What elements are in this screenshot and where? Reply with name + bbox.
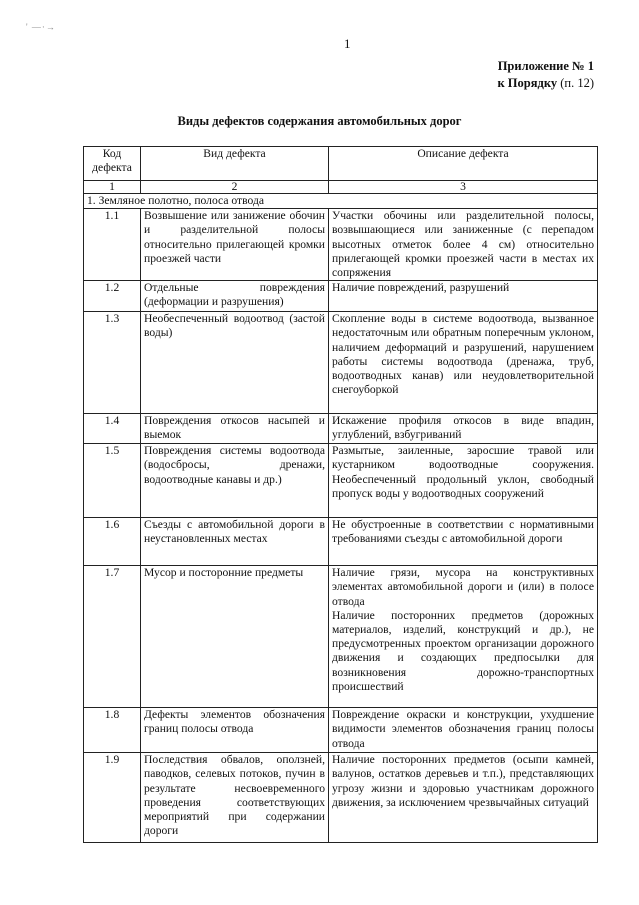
table-row <box>84 281 598 312</box>
column-number: 2 <box>141 181 329 194</box>
defect-description: Скопление воды в системе водоотвода, вызванное недостаточным или обратным поперечным уклоном, наличием деформаций и разрушений, нарушением работы системы водоотвода (дренажа, труб, водоотводных канав) или неудовлетворительной снегоуборкой <box>329 312 598 414</box>
corner-scan-mark: ' —·→ <box>26 22 56 32</box>
document-title: Виды дефектов содержания автомобильных дорог <box>177 114 462 128</box>
column-number: 1 <box>84 181 141 194</box>
defect-code: 1.9 <box>84 753 141 843</box>
defect-name: Мусор и посторонние предметы <box>141 566 329 708</box>
defect-code: 1.1 <box>84 209 141 281</box>
defect-description-extra: Наличие посторонних предметов (дорожных материалов, изделий, конструкций и др.), не предусмотренных проектом организации дорожного движения и создающих предпосылки для возникновения дорожно-транспортных происшествий <box>332 608 594 693</box>
table-row <box>84 414 598 444</box>
header-description: Описание дефекта <box>329 147 598 181</box>
defect-description: Размытые, заиленные, заросшие травой или кустарником водоотводные сооружения. Необеспеченный продольный уклон, свободный пропуск воды у водоотводных сооружений <box>329 444 598 518</box>
defect-description: Не обустроенные в соответствии с нормативными требованиями съезды с автомобильной дороги <box>329 518 598 566</box>
defect-code: 1.2 <box>84 281 141 312</box>
defect-name: Повреждения откосов насыпей и выемок <box>141 414 329 444</box>
defect-code: 1.7 <box>84 566 141 708</box>
page-number: 1 <box>344 36 351 51</box>
defect-description: Наличие повреждений, разрушений <box>329 281 598 312</box>
defect-description: Повреждение окраски и конструкции, ухудшение видимости элементов обозначения границ полосы отвода <box>329 708 598 753</box>
defect-name: Отдельные повреждения (деформации и разрушения) <box>141 281 329 312</box>
table-row <box>84 444 598 518</box>
table-row <box>84 566 598 708</box>
defect-code: 1.4 <box>84 414 141 444</box>
defects-table <box>83 146 598 843</box>
defect-name: Возвышение или занижение обочин и разделительной полосы относительно прилегающей кромки проезжей части <box>141 209 329 281</box>
table-row <box>84 518 598 566</box>
table-header-row <box>84 147 598 181</box>
header-code: Код дефекта <box>84 147 141 181</box>
defect-name: Дефекты элементов обозначения границ полосы отвода <box>141 708 329 753</box>
defect-code: 1.6 <box>84 518 141 566</box>
column-number-row <box>84 181 598 194</box>
header-name: Вид дефекта <box>141 147 329 181</box>
table-row <box>84 708 598 753</box>
defect-description: Наличие грязи, мусора на конструктивных элементах автомобильной дороги и (или) в полосе отвода <box>332 566 594 608</box>
defect-description: Участки обочины или разделительной полосы, возвышающиеся или заниженные (с перепадом высотных отметок более 4 см) относительно прилегающей кромки проезжей части в местах их сопряжения <box>329 209 598 281</box>
defect-code: 1.5 <box>84 444 141 518</box>
table-row <box>84 209 598 281</box>
defect-name: Съезды с автомобильной дороги в неустановленных местах <box>141 518 329 566</box>
defect-name: Повреждения системы водоотвода (водосбросы, дренажи, водоотводные канавы и др.) <box>141 444 329 518</box>
defect-code: 1.3 <box>84 312 141 414</box>
defect-code: 1.8 <box>84 708 141 753</box>
appendix-order-ref: к Порядку (п. 12) <box>497 76 594 90</box>
defect-description-cell <box>329 566 598 708</box>
table-row <box>84 312 598 414</box>
appendix-reference <box>497 58 594 92</box>
column-number: 3 <box>329 181 598 194</box>
defect-name: Необеспеченный водоотвод (застой воды) <box>141 312 329 414</box>
section-row <box>84 194 598 209</box>
defect-name: Последствия обвалов, оползней, паводков, селевых потоков, пучин в результате несвоевременного проведения соответствующих мероприятий при содержании дороги <box>141 753 329 843</box>
appendix-number: Приложение № 1 <box>497 59 594 73</box>
defect-description: Наличие посторонних предметов (осыпи камней, валунов, остатков деревьев и т.п.), представляющих угрозу жизни и здоровью участникам дорожного движения, за исключением чрезвычайных ситуаций <box>329 753 598 843</box>
section-heading: 1. Земляное полотно, полоса отвода <box>84 194 598 209</box>
defect-description: Искажение профиля откосов в виде впадин, углублений, взбугриваний <box>329 414 598 444</box>
table-row <box>84 753 598 843</box>
